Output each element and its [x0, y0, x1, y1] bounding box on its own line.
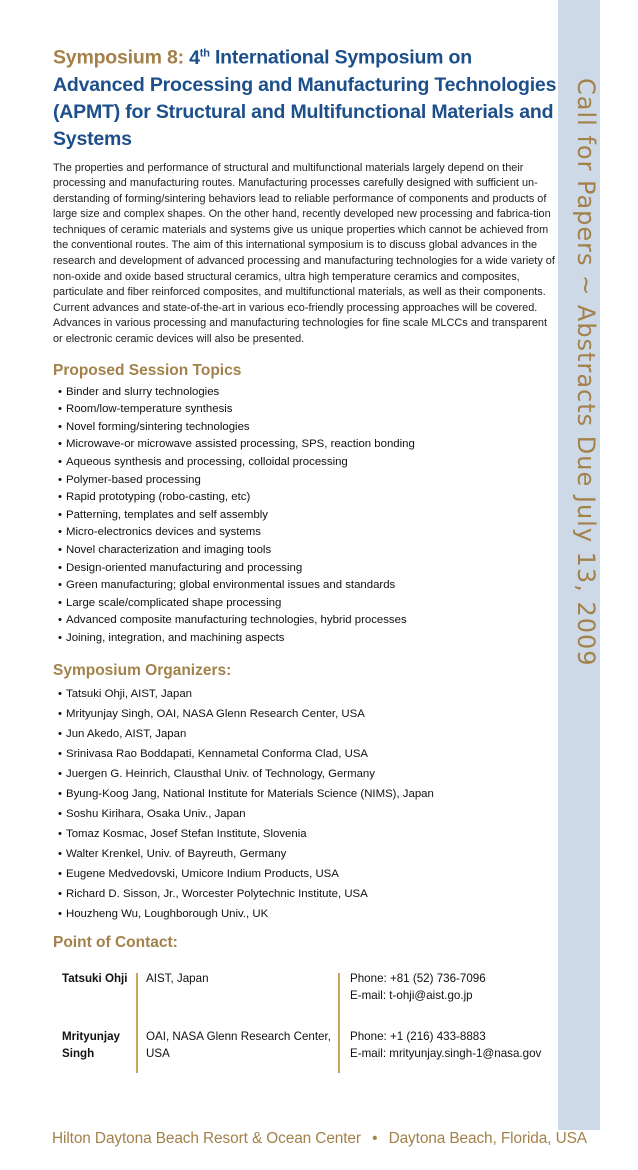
venue-footer — [52, 1130, 587, 1148]
list-item: • Micro-electronics devices and systems — [58, 524, 558, 542]
contact-name: Mrityunjay Singh — [62, 1030, 120, 1060]
list-item: • Novel forming/sintering technologies — [58, 419, 558, 437]
list-item: • Tatsuki Ohji, AIST, Japan — [58, 684, 558, 704]
list-item: • Joining, integration, and machining aspects — [58, 630, 558, 648]
symposium-title — [53, 40, 558, 153]
list-item: • Large scale/complicated shape processing — [58, 595, 558, 613]
topics-list — [53, 384, 558, 648]
contact-name: Tatsuki Ohji — [62, 972, 128, 985]
contact-phone: Phone: +1 (216) 433-8883 — [350, 1030, 486, 1043]
contact-row — [62, 1028, 582, 1086]
contact-info — [350, 1028, 590, 1062]
title-text: International Symposium on Advanced Processing and Manufacturing Technologies (APMT) for Structural and Multifunctional Materials and Systems — [53, 46, 557, 150]
list-item: • Tomaz Kosmac, Josef Stefan Institute, Slovenia — [58, 824, 558, 844]
list-item: • Design-oriented manufacturing and processing — [58, 560, 558, 578]
list-item: • Rapid prototyping (robo-casting, etc) — [58, 489, 558, 507]
venue-location: Daytona Beach, Florida, USA — [388, 1130, 587, 1147]
list-item: • Houzheng Wu, Loughborough Univ., UK — [58, 904, 558, 924]
list-item: • Mrityunjay Singh, OAI, NASA Glenn Research Center, USA — [58, 704, 558, 724]
contact-affiliation: AIST, Japan — [146, 972, 209, 985]
contact-email[interactable]: E-mail: t-ohji@aist.go.jp — [350, 989, 473, 1002]
list-item: • Room/low-temperature synthesis — [58, 401, 558, 419]
list-item: • Aqueous synthesis and processing, colloidal processing — [58, 454, 558, 472]
list-item: • Eugene Medvedovski, Umicore Indium Products, USA — [58, 864, 558, 884]
list-item: • Green manufacturing; global environmental issues and standards — [58, 577, 558, 595]
list-item: • Jun Akedo, AIST, Japan — [58, 724, 558, 744]
contact-row — [62, 970, 582, 1028]
symposium-content — [53, 40, 558, 956]
list-item: • Advanced composite manufacturing technologies, hybrid processes — [58, 612, 558, 630]
contact-table — [62, 970, 582, 1086]
venue-name: Hilton Daytona Beach Resort & Ocean Center — [52, 1130, 361, 1147]
list-item: • Binder and slurry technologies — [58, 384, 558, 402]
intro-paragraph: The properties and performance of structural and multifunctional materials largely depend on their processing and manufacturing routes. Manufacturing processes carefully designed with sufficient un-derstanding of forming/sintering behaviors lead to reliable performance of components and products of large size and complex shapes. On the other hand, recently developed new processing and fabrica-tion techniques of ceramic materials and systems give us unique properties which cannot be achieved from the conventional routes. The aim of this international symposium is to discuss global advances in the research and development of advanced processing and manufacturing technologies for a wide variety of non-oxide and oxide based structural ceramics, ultra high temperature ceramics and composites, particulate and fiber reinforced composites, and multifunctional materials, as well as their components. Current advances and state-of-the-art in various eco-friendly processing approaches will be covered. Advances in various processing and manufacturing technologies for fine scale MLCCs and transparent or electronic ceramic devices will also be presented. — [53, 161, 555, 346]
list-item: • Soshu Kirihara, Osaka Univ., Japan — [58, 804, 558, 824]
list-item: • Juergen G. Heinrich, Clausthal Univ. of Technology, Germany — [58, 764, 558, 784]
footer-separator: • — [372, 1130, 378, 1147]
call-for-papers-banner: Call for Papers ~ Abstracts Due July 13, 2009 — [572, 78, 600, 667]
contact-phone: Phone: +81 (52) 736-7096 — [350, 972, 486, 985]
list-item: • Novel characterization and imaging tools — [58, 542, 558, 560]
title-ordinal: 4th — [189, 46, 210, 69]
contact-info — [350, 970, 590, 1004]
list-item: • Walter Krenkel, Univ. of Bayreuth, Germany — [58, 844, 558, 864]
contact-email[interactable]: E-mail: mrityunjay.singh-1@nasa.gov — [350, 1047, 542, 1060]
list-item: • Byung-Koog Jang, National Institute for Materials Science (NIMS), Japan — [58, 784, 558, 804]
list-item: • Srinivasa Rao Boddapati, Kennametal Conforma Clad, USA — [58, 744, 558, 764]
contact-affiliation: OAI, NASA Glenn Research Center, USA — [146, 1030, 331, 1060]
organizers-list — [53, 684, 558, 924]
contact-heading: Point of Contact: — [53, 933, 178, 951]
symposium-number: Symposium 8: — [53, 46, 184, 69]
organizers-heading: Symposium Organizers: — [53, 661, 232, 679]
list-item: • Polymer-based processing — [58, 472, 558, 490]
list-item: • Richard D. Sisson, Jr., Worcester Polytechnic Institute, USA — [58, 884, 558, 904]
list-item: • Patterning, templates and self assembly — [58, 507, 558, 525]
topics-heading: Proposed Session Topics — [53, 361, 242, 379]
list-item: • Microwave-or microwave assisted processing, SPS, reaction bonding — [58, 436, 558, 454]
